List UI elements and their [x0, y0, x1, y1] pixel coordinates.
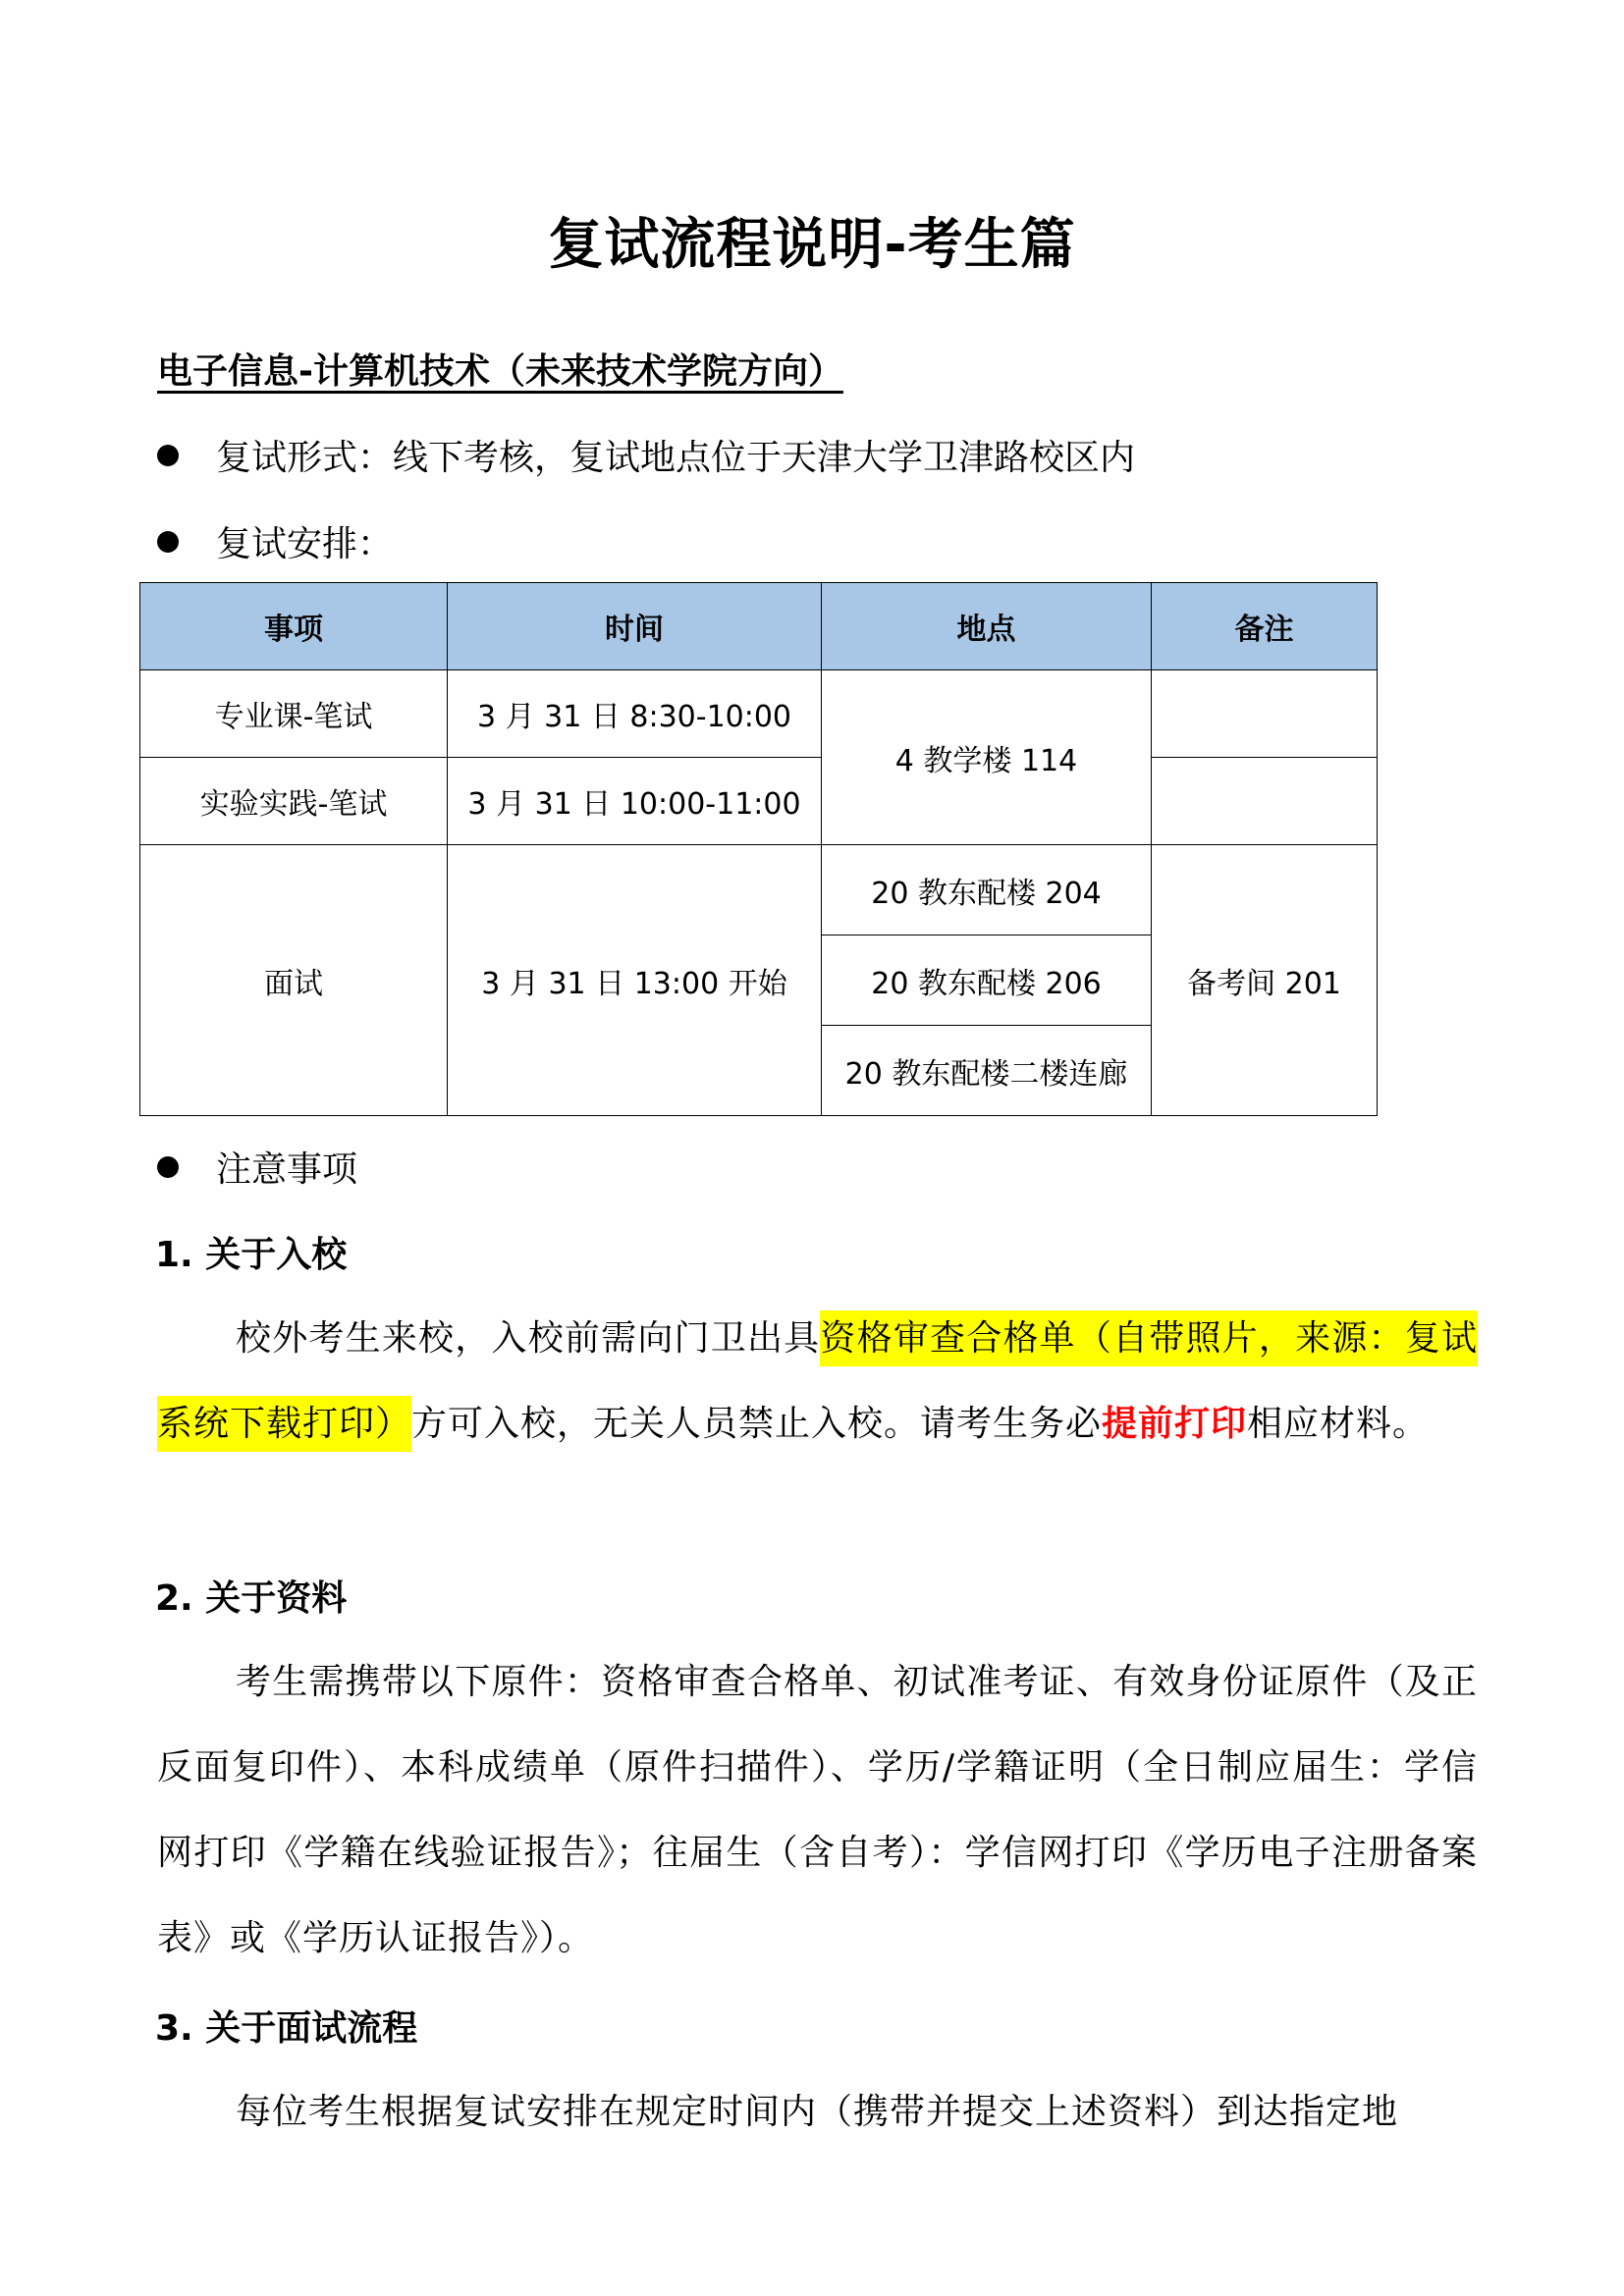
section-heading-materials: 2. 关于资料	[155, 1578, 348, 1619]
section-heading-interview: 3. 关于面试流程	[155, 2008, 418, 2049]
schedule-text: 复试安排：	[216, 524, 394, 564]
cell-location: 20 教东配楼二楼连廊	[822, 1026, 1152, 1116]
highlighted-text: 资格审查合格单（自带照片，来源：复试系统下载打印）	[157, 1310, 1478, 1452]
bullet-schedule	[157, 516, 393, 566]
cell-item: 面试	[140, 845, 448, 1116]
bullet-format	[157, 430, 1135, 480]
cell-note	[1152, 758, 1378, 845]
header-note: 备注	[1152, 583, 1378, 670]
cell-item: 专业课-笔试	[140, 670, 448, 758]
entry-text-a: 校外考生来校，入校前需向门卫出具	[236, 1318, 821, 1359]
cell-note	[1152, 670, 1378, 758]
table-row	[140, 758, 1378, 845]
bullet-dot-icon	[157, 531, 179, 553]
table-row	[140, 845, 1378, 935]
cell-location: 20 教东配楼 206	[822, 935, 1152, 1026]
header-item: 事项	[140, 583, 448, 670]
notes-text: 注意事项	[216, 1149, 358, 1190]
table-header-row	[140, 583, 1378, 670]
cell-location: 4 教学楼 114	[822, 670, 1152, 845]
cell-time: 3 月 31 日 10:00-11:00	[448, 758, 822, 845]
paragraph-interview: 每位考生根据复试安排在规定时间内（携带并提交上述资料）到达指定地	[236, 2092, 1399, 2132]
paragraph-materials: 考生需携带以下原件：资格审查合格单、初试准考证、有效身份证原件（及正反面复印件）、本科成绩单（原件扫描件）、学历/学籍证明（全日制应届生：学信网打印《学籍在线验证报告》；往届生（含自考）：学信网打印《学历电子注册备案表》或《学历认证报告》）。	[157, 1662, 1478, 1958]
header-location: 地点	[822, 583, 1152, 670]
section-heading-entry: 1. 关于入校	[155, 1235, 348, 1275]
entry-text-b: 方可入校，无关人员禁止入校。请考生务必	[411, 1404, 1103, 1444]
schedule-table	[139, 582, 1378, 1116]
cell-item: 实验实践-笔试	[140, 758, 448, 845]
page-title: 复试流程说明-考生篇	[548, 213, 1076, 277]
bullet-dot-icon	[157, 1156, 179, 1178]
header-time: 时间	[448, 583, 822, 670]
bullet-notes	[157, 1142, 357, 1192]
cell-time: 3 月 31 日 8:30-10:00	[448, 670, 822, 758]
paragraph-entry	[157, 1296, 1478, 1467]
entry-text-c: 相应材料。	[1247, 1404, 1430, 1444]
program-subtitle: 电子信息-计算机技术（未来技术学院方向）	[157, 351, 843, 392]
bullet-dot-icon	[157, 445, 179, 466]
cell-location: 20 教东配楼 204	[822, 845, 1152, 935]
table-row	[140, 670, 1378, 758]
cell-note: 备考间 201	[1152, 845, 1378, 1116]
cell-time: 3 月 31 日 13:00 开始	[448, 845, 822, 1116]
format-text: 复试形式：线下考核，复试地点位于天津大学卫津路校区内	[216, 438, 1136, 478]
emphasis-text: 提前打印	[1102, 1404, 1248, 1444]
